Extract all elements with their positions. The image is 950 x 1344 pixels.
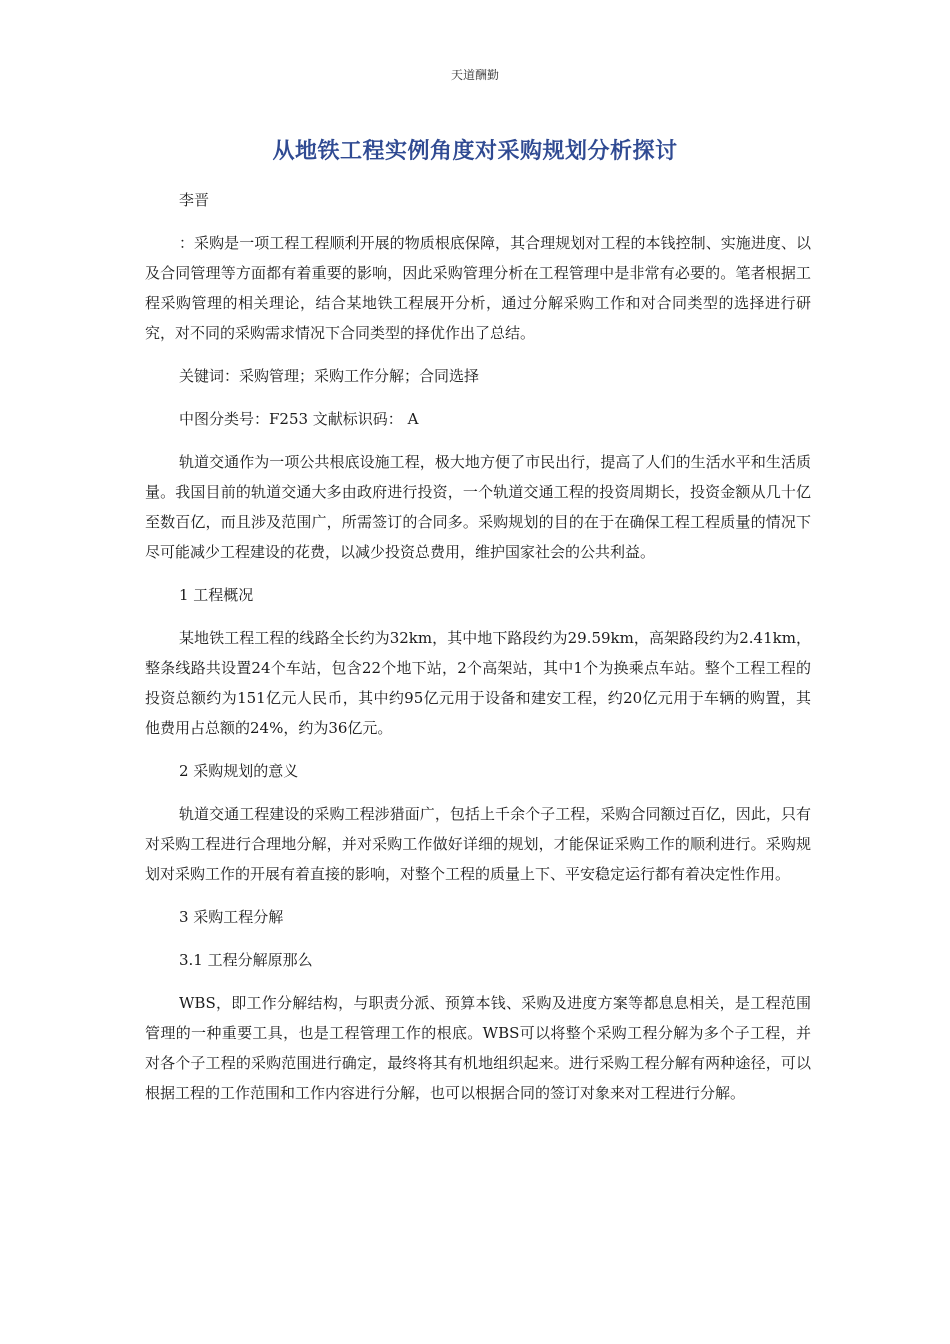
- page-header: 天道酬勤: [450, 68, 499, 82]
- article-body: [145, 185, 811, 1121]
- section-paragraph: 轨道交通工程建设的采购工程涉猎面广，包括上千余个子工程，采购合同额过百亿，因此，只有对采购工程进行合理地分解，并对采购工作做好详细的规划，才能保证采购工作的顺利进行。采购规划对采购工作的开展有着直接的影响，对整个工程的质量上下、平安稳定运行都有着决定性作用。: [145, 805, 811, 883]
- abstract-paragraph: ：采购是一项工程工程顺利开展的物质根底保障，其合理规划对工程的本钱控制、实施进度、以及合同管理等方面都有着重要的影响，因此采购管理分析在工程管理中是非常有必要的。笔者根据工程采购管理的相关理论，结合某地铁工程展开分析，通过分解采购工作和对合同类型的选择进行研究，对不同的采购需求情况下合同类型的择优作出了总结。: [145, 234, 811, 342]
- intro-paragraph: 轨道交通作为一项公共根底设施工程，极大地方便了市民出行，提高了人们的生活水平和生活质量。我国目前的轨道交通大多由政府进行投资，一个轨道交通工程的投资周期长，投资金额从几十亿至数百亿，而且涉及范围广，所需签订的合同多。采购规划的目的在于在确保工程工程质量的情况下尽可能减少工程建设的花费，以减少投资总费用，维护国家社会的公共利益。: [145, 453, 811, 561]
- section-heading: 1 工程概况: [179, 586, 254, 604]
- section-paragraph: WBS，即工作分解结构，与职责分派、预算本钱、采购及进度方案等都息息相关，是工程范围管理的一种重要工具，也是工程管理工作的根底。WBS可以将整个采购工程分解为多个子工程，并对各个子工程的采购范围进行确定，最终将其有机地组织起来。进行采购工程分解有两种途径，可以根据工程的工作范围和工作内容进行分解，也可以根据合同的签订对象来对工程进行分解。: [145, 994, 811, 1102]
- section-heading: 2 采购规划的意义: [179, 762, 299, 780]
- section-paragraph: 某地铁工程工程的线路全长约为32km，其中地下路段约为29.59km，高架路段约为2.41km，整条线路共设置24个车站，包含22个地下站，2个高架站，其中1个为换乘点车站。整个工程工程的投资总额约为151亿元人民币，其中约95亿元用于设备和建安工程，约20亿元用于车辆的购置，其他费用占总额的24%，约为36亿元。: [145, 629, 811, 737]
- section-heading: 3 采购工程分解: [179, 908, 284, 926]
- article-title: 从地铁工程实例角度对采购规划分析探讨: [272, 139, 678, 164]
- keywords-line: 关键词：采购管理；采购工作分解；合同选择: [179, 367, 480, 385]
- author-line: 李晋: [179, 191, 210, 209]
- classification-line: 中图分类号：F253 文献标识码： A: [179, 410, 419, 428]
- subsection-heading: 3.1 工程分解原那么: [179, 951, 313, 969]
